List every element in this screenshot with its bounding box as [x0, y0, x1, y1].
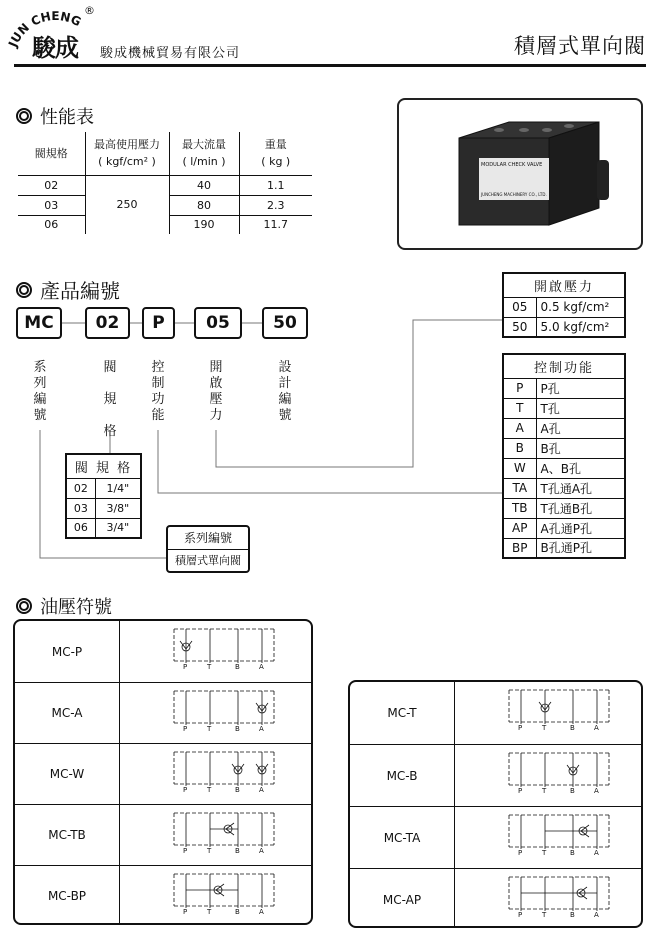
port-letter: T	[207, 786, 212, 794]
symbol-model-label: MC-AP	[350, 869, 455, 928]
table-row: W A、B孔	[503, 458, 625, 478]
port-letter: B	[235, 847, 240, 855]
brand-en: JUN CHENG	[5, 9, 84, 50]
port-letter: A	[259, 847, 264, 855]
port-letter: A	[594, 724, 599, 732]
table-row: 06 190 11.7	[17, 215, 313, 235]
port-letter: P	[183, 908, 188, 916]
port-letter: T	[542, 849, 547, 857]
port-letter: T	[207, 908, 212, 916]
table-row: 05 0.5 kgf/cm²	[503, 297, 625, 317]
table-row: P P孔	[503, 378, 625, 398]
symbol-model-label: MC-A	[15, 683, 120, 743]
table-row: BP B孔通P孔	[503, 538, 625, 558]
port-letter: P	[183, 786, 188, 794]
port-letter: B	[235, 663, 240, 671]
port-letter: B	[235, 725, 240, 733]
symbol-row	[15, 743, 311, 804]
port-letters	[170, 725, 275, 735]
code-box-pressure: 05	[194, 307, 242, 339]
symbol-model-label: MC-W	[15, 744, 120, 804]
label-design: 設 計 編 號	[278, 360, 292, 423]
port-letter: A	[259, 725, 264, 733]
port-letter: A	[594, 787, 599, 795]
table-row: 02 250 40 1.1	[17, 175, 313, 195]
code-box-control: P	[142, 307, 175, 339]
port-letter: P	[518, 911, 523, 919]
table-row: 02 1/4"	[66, 478, 141, 498]
symbol-diagram	[120, 683, 311, 743]
page-title: 積層式單向閥	[514, 34, 646, 58]
port-letter: T	[542, 724, 547, 732]
table-row: 03 80 2.3	[17, 195, 313, 215]
series-box: 系列編號 積層式單向閥	[166, 525, 250, 573]
port-letters	[505, 724, 610, 734]
code-box-size: 02	[85, 307, 130, 339]
symbol-diagram	[120, 866, 311, 925]
symbol-diagram	[120, 621, 311, 682]
symbol-model-label: MC-BP	[15, 866, 120, 925]
code-box-series: MC	[16, 307, 62, 339]
port-letter: B	[235, 908, 240, 916]
port-letters	[170, 847, 275, 857]
model-code-section-title: 產品編號	[16, 275, 120, 304]
brand-cn: 駿成	[32, 33, 78, 62]
port-letter: P	[518, 849, 523, 857]
port-letter: P	[183, 725, 188, 733]
table-row: T T孔	[503, 398, 625, 418]
port-letter: A	[594, 849, 599, 857]
photo-plate-text: MODULAR CHECK VALVE	[481, 162, 543, 168]
port-letter: A	[259, 908, 264, 916]
port-letter: B	[570, 849, 575, 857]
symbol-diagram	[455, 807, 641, 868]
symbol-model-label: MC-B	[350, 745, 455, 806]
symbol-row	[350, 744, 641, 806]
table-row: 03 3/8"	[66, 498, 141, 518]
table-row: TB T孔通B孔	[503, 498, 625, 518]
label-size: 閥 規 格	[103, 360, 117, 439]
label-series: 系 列 編 號	[33, 360, 47, 423]
cracking-pressure-table: 開啟壓力 05 0.5 kgf/cm² 50 5.0 kgf/cm²	[502, 272, 626, 338]
performance-section-title: 性能表	[16, 103, 94, 129]
port-letter: T	[207, 725, 212, 733]
table-row: AP A孔通P孔	[503, 518, 625, 538]
table-header: 重量 ( kg )	[239, 131, 313, 175]
port-letter: T	[542, 911, 547, 919]
table-row: TA T孔通A孔	[503, 478, 625, 498]
port-letter: P	[518, 724, 523, 732]
control-function-table: 控制功能 P P孔 T T孔 A A孔 B B孔 W A、B孔 TA T孔通A孔 TB T孔通B孔 AP A孔通P孔 BP B孔通P孔	[502, 353, 626, 559]
symbol-diagram	[120, 744, 311, 804]
valve-size-table: 閥 規 格 02 1/4" 03 3/8" 06 3/4"	[65, 453, 142, 539]
symbol-row	[350, 806, 641, 868]
table-row: 06 3/4"	[66, 518, 141, 538]
port-letters	[170, 786, 275, 796]
symbol-model-label: MC-P	[15, 621, 120, 682]
port-letters	[170, 908, 275, 918]
bullet-icon	[16, 598, 32, 614]
port-letter: A	[259, 663, 264, 671]
label-control: 控 制 功 能	[151, 360, 165, 423]
symbol-model-label: MC-TB	[15, 805, 120, 865]
registered-mark: ®	[84, 4, 95, 17]
table-header: 最大流量 ( l/min )	[169, 131, 239, 175]
symbol-row	[350, 682, 641, 744]
symbol-diagram	[455, 869, 641, 928]
port-letter: B	[570, 911, 575, 919]
port-letters	[170, 663, 275, 673]
port-letter: P	[518, 787, 523, 795]
port-letters	[505, 911, 610, 921]
port-letter: P	[183, 847, 188, 855]
photo-maker-text: JUNCHENG MACHINERY CO., LTD.	[481, 192, 547, 197]
symbol-row	[15, 621, 311, 682]
symbol-row	[15, 865, 311, 925]
symbol-model-label: MC-T	[350, 682, 455, 744]
symbol-diagram	[455, 682, 641, 744]
port-letter: T	[542, 787, 547, 795]
symbols-section-title: 油壓符號	[16, 593, 112, 619]
table-row: 50 5.0 kgf/cm²	[503, 317, 625, 337]
port-letter: B	[570, 787, 575, 795]
port-letters	[505, 787, 610, 797]
symbol-row	[15, 804, 311, 865]
code-box-design: 50	[262, 307, 308, 339]
port-letter: T	[207, 663, 212, 671]
symbol-row	[15, 682, 311, 743]
symbol-diagram	[455, 745, 641, 806]
table-row: A A孔	[503, 418, 625, 438]
table-row: B B孔	[503, 438, 625, 458]
symbols-right-table	[348, 680, 643, 928]
port-letter: T	[207, 847, 212, 855]
port-letter: B	[235, 786, 240, 794]
symbol-model-label: MC-TA	[350, 807, 455, 868]
port-letters	[505, 849, 610, 859]
port-letter: A	[594, 911, 599, 919]
port-letter: P	[183, 663, 188, 671]
label-pressure: 開 啟 壓 力	[209, 360, 223, 423]
table-header: 最高使用壓力 ( kgf/cm² )	[85, 131, 169, 175]
port-letter: A	[259, 786, 264, 794]
table-header: 閥規格	[17, 131, 85, 175]
symbol-row	[350, 868, 641, 928]
symbol-diagram	[120, 805, 311, 865]
pressure-cell: 250	[85, 175, 169, 235]
company-name: 駿成機械貿易有限公司	[100, 46, 241, 61]
symbols-left-table	[13, 619, 313, 925]
port-letter: B	[570, 724, 575, 732]
